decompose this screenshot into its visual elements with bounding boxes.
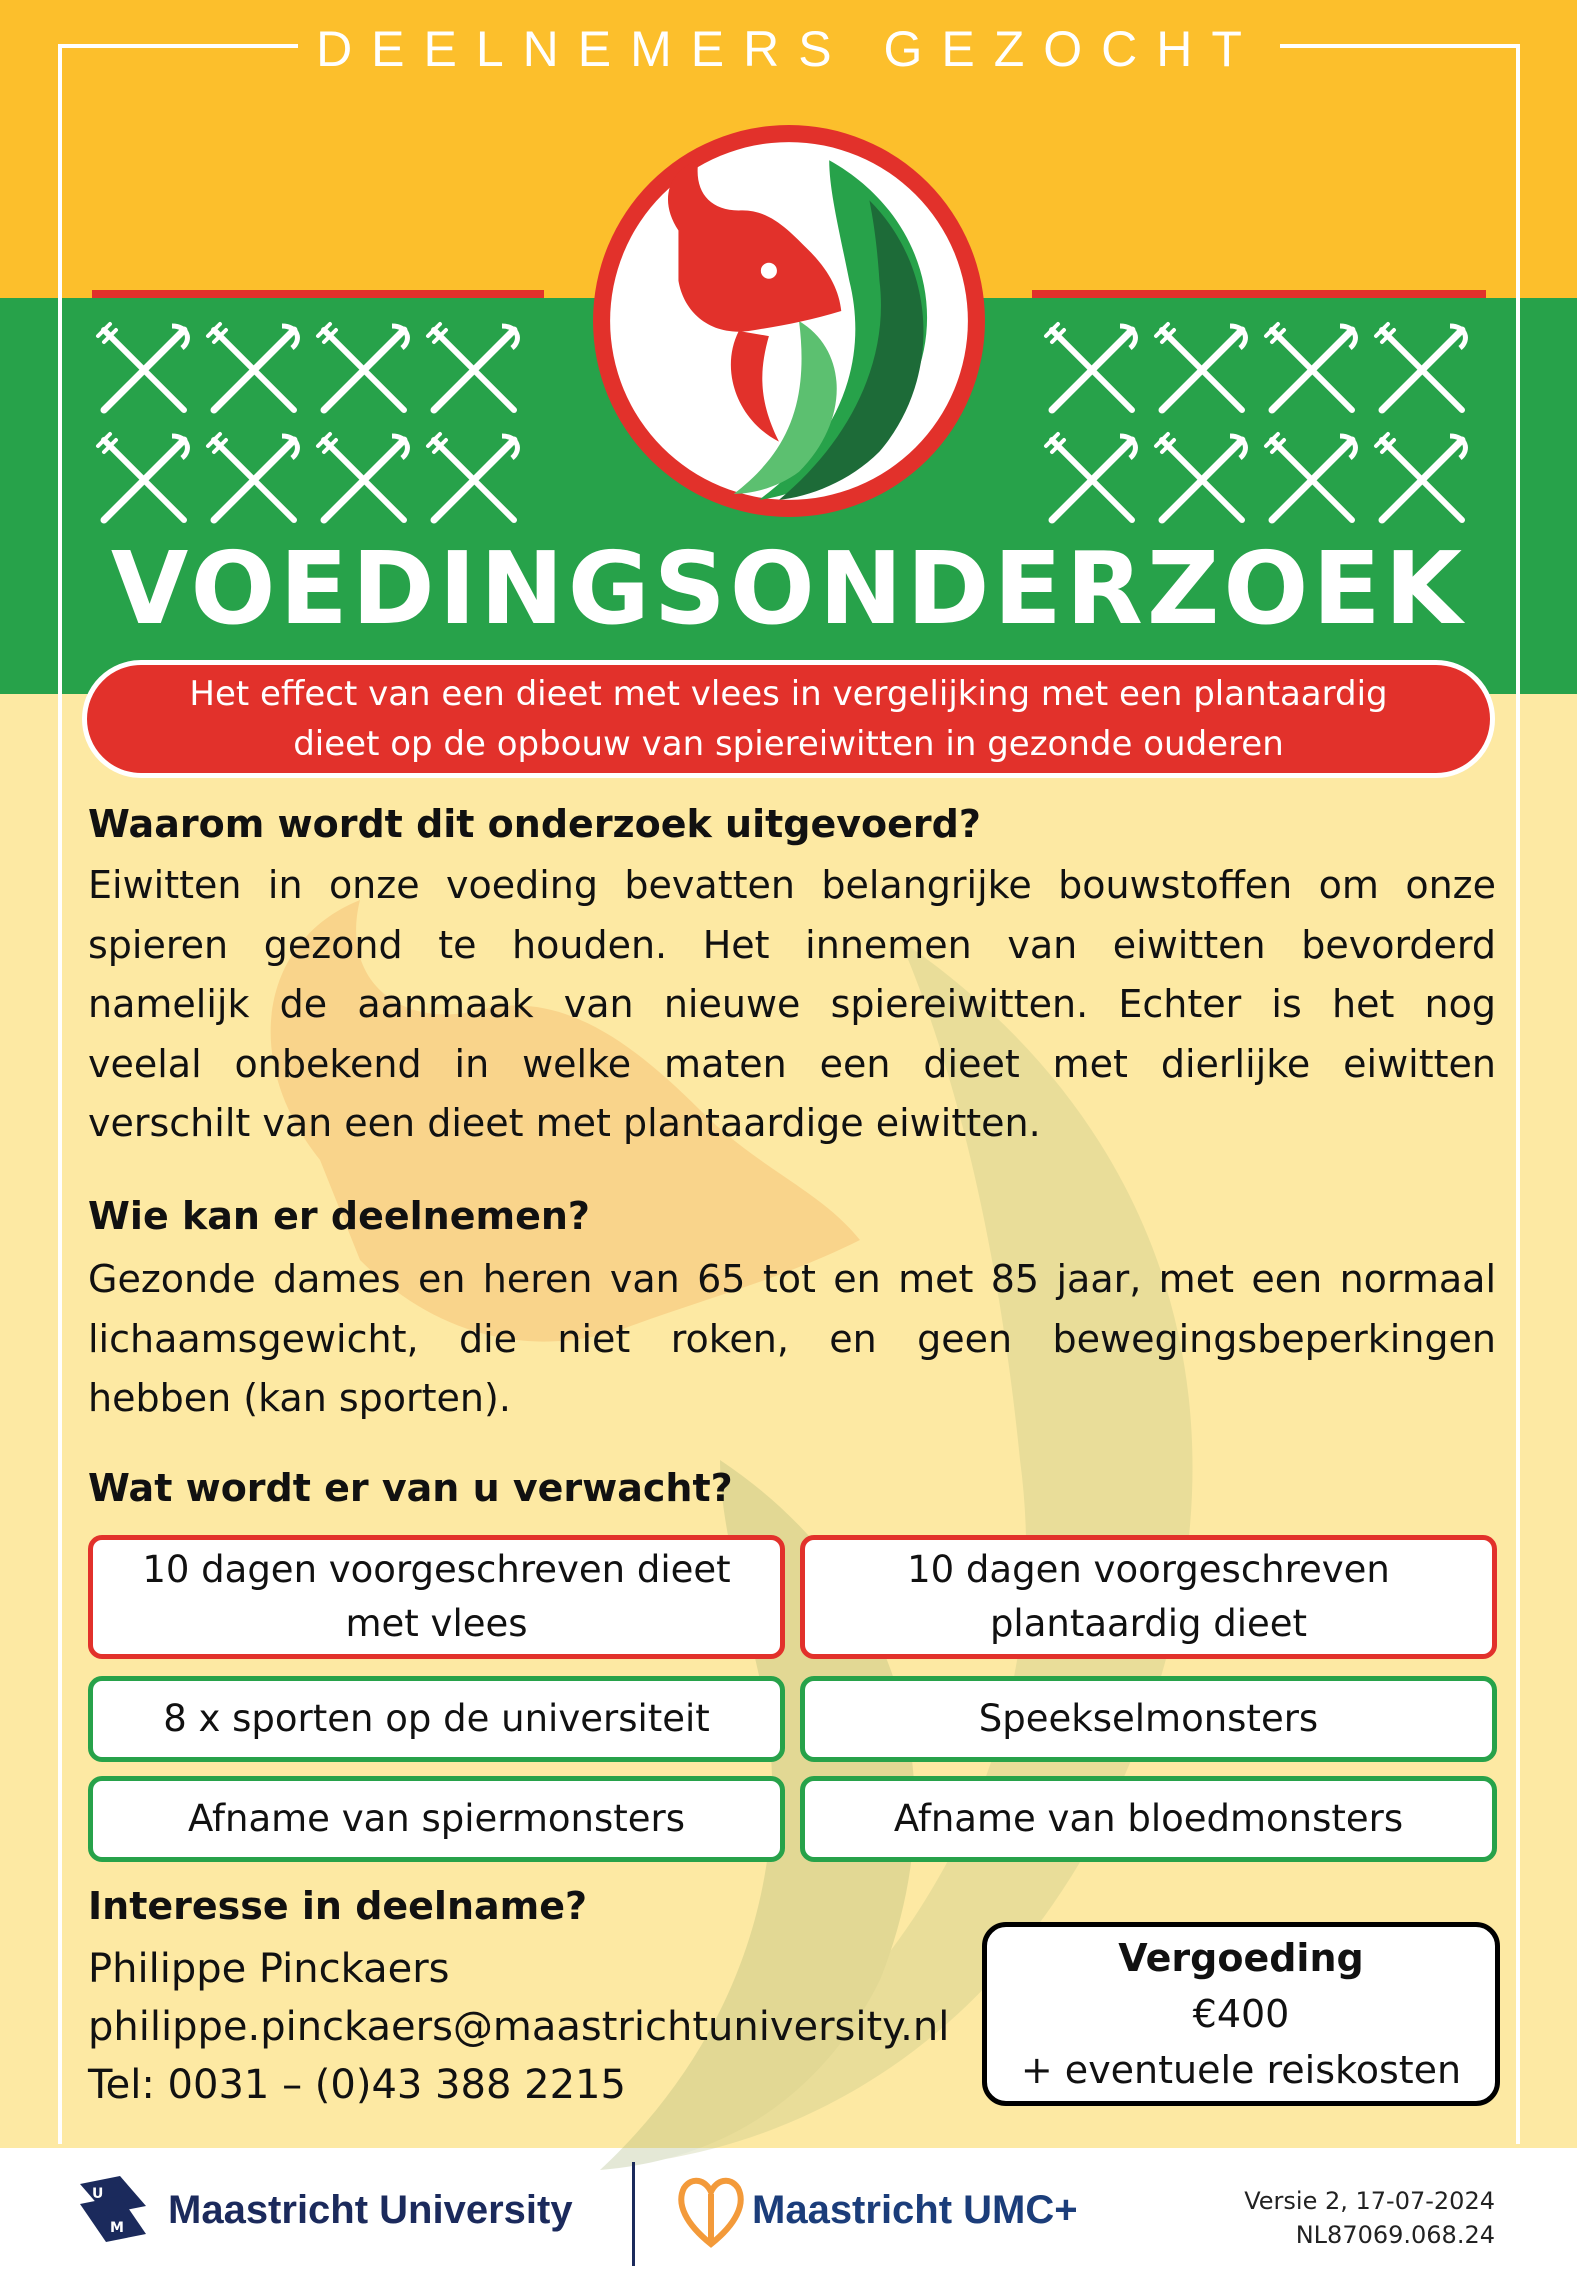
diet-plant-line-2: plantaardig dieet (989, 1602, 1308, 1645)
sport-box: 8 x sporten op de universiteit (88, 1676, 785, 1762)
paragraph-line: hebben (kan sporten). (88, 1376, 511, 1420)
reward-title: Vergoeding (1118, 1936, 1364, 1980)
diet-meat-line-2: met vlees (345, 1602, 528, 1645)
maastricht-university-logo-text: Maastricht University (168, 2188, 573, 2232)
frame-right (1516, 44, 1520, 2144)
reward-amount: €400 (1192, 1992, 1290, 2036)
paragraph-line: verschilt van een dieet met plantaardige eiwitten. (88, 1101, 1041, 1145)
reward-box (982, 1922, 1500, 2106)
diet-meat-line-1: 10 dagen voorgeschreven dieet (142, 1548, 731, 1591)
frame-left (58, 44, 62, 2144)
diet-plant-line-1: 10 dagen voorgeschreven (907, 1548, 1390, 1591)
version-date: Versie 2, 17-07-2024 (1244, 2187, 1495, 2215)
blood-sample-box: Afname van bloedmonsters (800, 1776, 1497, 1862)
subtitle-banner (82, 660, 1495, 778)
umc-heart-icon (676, 2174, 746, 2248)
section-why-title: Waarom wordt dit onderzoek uitgevoerd? (88, 802, 981, 846)
contact-title: Interesse in deelname? (88, 1884, 588, 1928)
muscle-sample-box: Afname van spiermonsters (88, 1776, 785, 1862)
fork-knife-icon (1040, 320, 1492, 530)
contact-phone: Tel: 0031 – (0)43 388 2215 (88, 2062, 626, 2108)
contact-email-link[interactable]: philippe.pinckaers@maastrichtuniversity.nl (88, 2004, 950, 2050)
diet-plant-box (800, 1535, 1497, 1659)
paragraph-line: Eiwitten in onze voeding bevatten belangrijke bouwstoffen om onze (88, 863, 1496, 907)
red-accent-line-right (1032, 290, 1486, 298)
paragraph-line: namelijk de aanmaak van nieuwe spiereiwitten. Echter is het nog (88, 982, 1496, 1026)
red-accent-line-left (92, 290, 544, 298)
reward-extra: + eventuele reiskosten (1020, 2048, 1462, 2092)
header-tagline: DEELNEMERS GEZOCHT (316, 21, 1261, 77)
fork-knife-icon (92, 320, 544, 530)
contact-name: Philippe Pinckaers (88, 1946, 450, 1992)
paragraph-line: spieren gezond te houden. Het innemen van eiwitten bevorderd (88, 922, 1496, 967)
um-logo-icon (80, 2176, 146, 2242)
paragraph-line: Gezonde dames en heren van 65 tot en met 85 jaar, met een normaal (88, 1257, 1496, 1301)
subtitle-line-2: dieet op de opbouw van spiereiwitten in gezonde ouderen (293, 724, 1284, 764)
diet-meat-box (88, 1535, 785, 1659)
subtitle-line-1: Het effect van een dieet met vlees in vergelijking met een plantaardig (189, 674, 1388, 714)
bull-plant-logo (588, 120, 990, 522)
paragraph-line: veelal onbekend in welke maten een dieet met dierlijke eiwitten (88, 1041, 1496, 1086)
footer-divider (632, 2162, 635, 2266)
saliva-box: Speekselmonsters (800, 1676, 1497, 1762)
svg-text:U: U (92, 2186, 104, 2202)
section-who-text (88, 1250, 1496, 1429)
section-why-text (88, 856, 1496, 1154)
maastricht-umc-logo-text: Maastricht UMC+ (752, 2188, 1078, 2232)
study-code: NL87069.068.24 (1295, 2221, 1495, 2249)
version-info (1244, 2184, 1495, 2252)
section-expect-title: Wat wordt er van u verwacht? (88, 1466, 733, 1510)
section-who-title: Wie kan er deelnemen? (88, 1194, 590, 1238)
paragraph-line: lichaamsgewicht, die niet roken, en geen bewegingsbeperkingen (88, 1316, 1496, 1361)
main-title: VOEDINGSONDERZOEK (110, 530, 1467, 647)
svg-text:M: M (110, 2220, 124, 2236)
